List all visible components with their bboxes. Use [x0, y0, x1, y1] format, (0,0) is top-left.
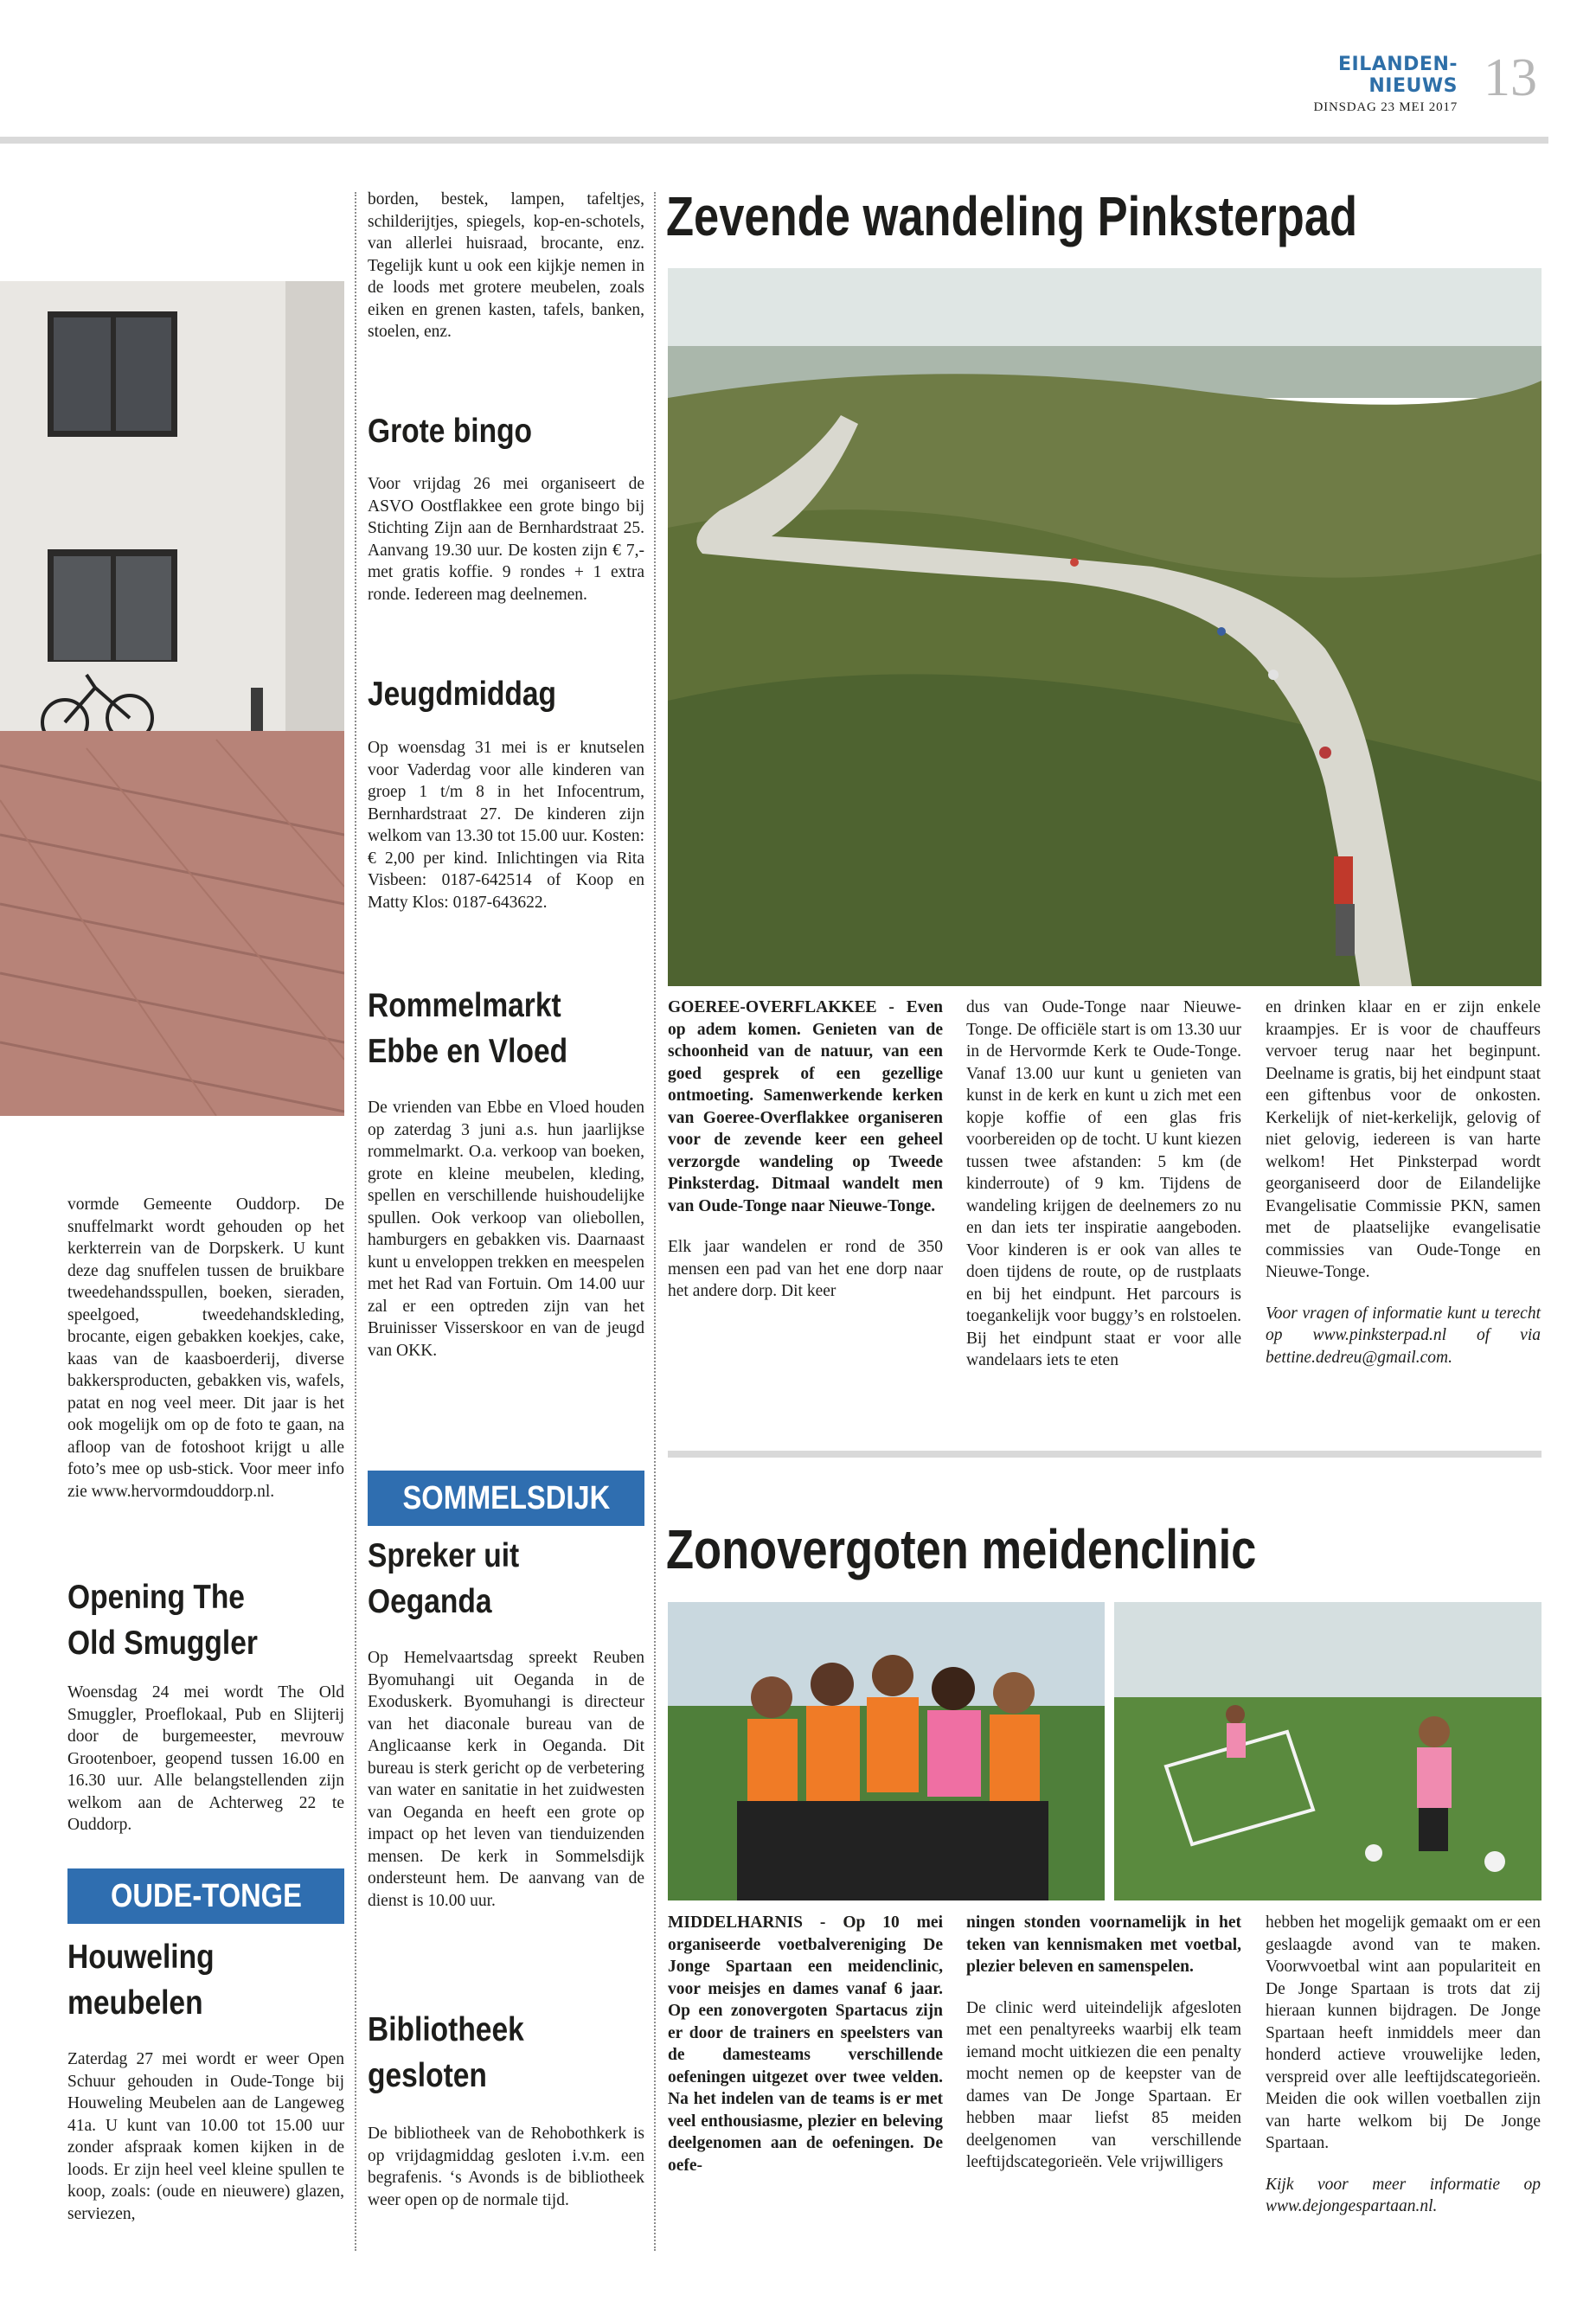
meidenclinic-col1	[668, 1912, 943, 2176]
rommelmarkt-title-line2: Ebbe en Vloed	[368, 1033, 568, 1070]
photo-dune-walkers	[668, 268, 1542, 986]
bieb-title	[368, 2007, 524, 2099]
section-badge-sommelsdijk	[368, 1471, 644, 1526]
article-separator	[668, 1451, 1542, 1458]
brand-logo: EILANDEN-NIEUWS	[1337, 54, 1458, 97]
pinksterpad-lead: GOEREE-OVERFLAKKEE - Even op adem komen. Genieten van de schoonheid van de natuur, van een goed gesprek of een gezellige ontmoeting. Samenwerkende kerken van Goeree-Overflakkee organiseren voor de zevende keer een geheel verzorgde wandeling op Tweede Pinksterdag. Ditmaal wandelt men van Oude-Tonge naar Nieuwe-Tonge.	[668, 998, 943, 1215]
bieb-title-line1: Bibliotheek	[368, 2011, 524, 2048]
bieb-title-line2: gesloten	[368, 2057, 487, 2094]
photo-girls-group	[668, 1602, 1105, 1900]
meidenclinic-col3	[1266, 1912, 1541, 2218]
rommelmarkt-title-line1: Rommelmarkt	[368, 987, 561, 1024]
houweling-title	[67, 1934, 215, 2026]
rommelmarkt-body: De vrienden van Ebbe en Vloed houden op zaterdag 3 juni a.s. hun jaarlijkse rommelmarkt. O.a. verkoop van boeken, grote en kleine meubelen, kleding, spellen en verschillende huishoudelijke spullen. Ook verkoop van oliebollen, hamburgers en gebakken vis. Daarnaast kunt u enveloppen trekken en meespelen met het Rad van Fortuin. Om 14.00 uur zal er een optreden zijn van het Bruinisser Visserskoor en van de jeugd van OKK.	[368, 1099, 644, 1360]
pinksterpad-col3-body: en drinken klaar en er zijn enkele kraampjes. Er is voor de chauffeurs vervoer terug naar het beginpunt. Deelname is gratis, bij het eindpunt staat een giftenbus voor de onkosten. Kerkelijk of niet-kerkelijk, gelovig of niet gelovig, iedereen is van harte welkom! Het Pinksterpad wordt georganiseerd door de Eilandelijke Evangelisatie Commissie PKN, samen met de plaatselijke evangelisatie commissies van Oude-Tonge en Nieuwe-Tonge.	[1266, 998, 1541, 1281]
smuggler-body: Woensdag 24 mei wordt The Old Smuggler, Proeflokaal, Pub en Slijterij door de burgemeester, mevrouw Grootenboer, geopend tussen 16.00 en 16.30 uur. Alle belangstellenden zijn welkom aan de Achterweg 22 te Ouddorp.	[67, 1683, 344, 1834]
bingo-body: Voor vrijdag 26 mei organiseert de ASVO Oostflakkee een grote bingo bij Stichting Zijn aan de Bernhardstraat 25. Aanvang 19.30 uur. De kosten zijn € 7,- met gratis koffie. 9 rondes + 1 extra ronde. Iedereen mag deelnemen.	[368, 475, 644, 604]
spreker-body: Op Hemelvaartsdag spreekt Reuben Byomuhangi uit Oeganda in de Exoduskerk. Byomuhangi is directeur van het diaconale bureau van de Anglicaanse kerk in Oeganda. Dit bureau is sterk gericht op de verbetering van water en sanitatie in het zuidwesten van Oeganda en heeft een grote op impact op het leven van tienduizenden mensen. De kerk in Sommelsdijk ondersteunt hem. De aanvang van de dienst is 10.00 uur.	[368, 1649, 644, 1910]
pinksterpad-col1	[668, 997, 943, 1303]
column-divider	[355, 192, 356, 2251]
smuggler-title-line1: Opening The	[67, 1579, 245, 1616]
page-number: 13	[1484, 48, 1537, 107]
jeugdmiddag-title: Jeugdmiddag	[368, 676, 557, 713]
houweling-body: Zaterdag 27 mei wordt er weer Open Schuur gehouden in Oude-Tonge bij Houweling Meubelen aan de Langeweg 41a. U kunt van 10.00 tot 15.00 uur zonder afspraak komen kijken in de loods. Er zijn heel veel kleine spullen te koop, zoals: (oude en nieuwere) glazen, serviezen,	[67, 2050, 344, 2223]
section-badge-label: SOMMELSDIJK	[402, 1480, 610, 1516]
issue-date: DINSDAG 23 MEI 2017	[1313, 100, 1458, 114]
bieb-body: De bibliotheek van de Rehobothkerk is op vrijdagmiddag gesloten i.v.m. een begrafenis. ‘s Avonds is de bibliotheek weer open op de normale tijd.	[368, 2125, 644, 2209]
meidenclinic-headline: Zonovergoten meidenclinic	[666, 1518, 1257, 1580]
photo-bikes-building	[0, 281, 344, 1116]
top-rule	[0, 137, 1548, 144]
photo-football-drill	[1114, 1602, 1542, 1900]
meidenclinic-contact: Kijk voor meer informatie op www.dejongespartaan.nl.	[1266, 2175, 1541, 2215]
spreker-title	[368, 1533, 519, 1625]
snuffelmarkt-continued: vormde Gemeente Ouddorp. De snuffelmarkt wordt gehouden op het kerkterrein van de Dorpskerk. U kunt deze dag snuffelen tussen de bruikbare tweedehandsspullen, boeken, sieraden, speelgoed, tweedehandskleding, brocante, eigen gebakken koekjes, cake, kaas van de kaasboerderij, diverse bakkersproducten, gebakken vis, wafels, patat en nog veel meer. Dit jaar is het ook mogelijk om op de foto te gaan, na afloop van de fotoshoot krijgt u alle foto’s mee op usb-stick. Voor meer info zie www.hervormdouddorp.nl.	[67, 1195, 344, 1501]
pinksterpad-col2: dus van Oude-Tonge naar Nieuwe-Tonge. De officiële start is om 13.30 uur in de Hervormde Kerk te Oude-Tonge. Vanaf 13.00 uur kunt u genieten van kunst in de kerk en kunt u zich met een kopje koffie of een glas fris voorbereiden op de tocht. U kunt kiezen tussen twee afstanden: 5 km (de kinderroute) of 9 km. Tijdens de wandeling krijgen de deelnemers zo nu en dan iets ter inspiratie aangeboden. Voor kinderen is er ook van alles te doen tijdens de route, op de rustplaats en bij het eindpunt. Het parcours is toegankelijk voor buggy’s en rolstoelen. Bij het eindpunt staat er voor alle wandelaars iets te eten	[966, 998, 1241, 1369]
pinksterpad-contact: Voor vragen of informatie kunt u terecht op www.pinksterpad.nl of via bettine.dedreu@gmail.com.	[1266, 1304, 1541, 1367]
smuggler-title	[67, 1574, 258, 1666]
houweling-continued: borden, bestek, lampen, tafeltjes, schilderijtjes, spiegels, kop-en-schotels, van allerlei huisraad, brocante, enz. Tegelijk kunt u ook een kijkje nemen in de loods met grotere meubelen, zoals eiken en grenen kasten, tafels, banken, stoelen, enz.	[368, 190, 644, 341]
bingo-title: Grote bingo	[368, 413, 533, 450]
pinksterpad-headline: Zevende wandeling Pinksterpad	[666, 185, 1358, 247]
column-divider	[654, 192, 656, 2251]
meidenclinic-col2	[966, 1912, 1241, 2174]
section-badge-oude-tonge	[67, 1868, 344, 1924]
jeugdmiddag-body: Op woensdag 31 mei is er knutselen voor Vaderdag voor alle kinderen van groep 1 t/m 8 in het Infocentrum, Bernhardstraat 27. De kinderen zijn welkom van 13.30 tot 15.00 uur. Kosten: € 2,00 per kind. Inlichtingen via Rita Visbeen: 0187-642514 of Koop en Matty Klos: 0187-643622.	[368, 739, 644, 912]
meidenclinic-col2-body: De clinic werd uiteindelijk afgesloten met een penaltyreeks waarbij elk team iemand mocht uitkiezen die een penalty mocht nemen op de keepster van de dames van De Jonge Spartaan. Er hebben maar liefst 85 meiden deelgenomen van verschillende leeftijdscategorieën. Vele vrijwilligers	[966, 1998, 1241, 2171]
meidenclinic-col2-lead: ningen stonden voornamelijk in het teken van kennismaken met voetbal, plezier beleven en samenspelen.	[966, 1913, 1241, 1976]
pinksterpad-col3	[1266, 997, 1541, 1368]
rommelmarkt-title	[368, 983, 567, 1074]
pinksterpad-col1-body: Elk jaar wandelen er rond de 350 mensen een pad van het ene dorp naar het andere dorp. Dit keer	[668, 1238, 943, 1300]
smuggler-title-line2: Old Smuggler	[67, 1625, 258, 1662]
section-badge-label: OUDE-TONGE	[110, 1878, 302, 1914]
meidenclinic-lead: MIDDELHARNIS - Op 10 mei organiseerde voetbalvereniging De Jonge Spartaan een meidenclinic, voor meisjes en dames vanaf 6 jaar. Op een zonovergoten Spartacus zijn er door de trainers en speelsters van de damesteams verschillende oefeningen uitgezet over twee velden. Na het indelen van de teams is er met veel enthousiasme, plezier en beleving deelgenomen aan de oefeningen. De oefe-	[668, 1913, 943, 2175]
houweling-title-line2: meubelen	[67, 1984, 203, 2022]
houweling-title-line1: Houweling	[67, 1939, 215, 1976]
meidenclinic-col3-body: hebben het mogelijk gemaakt om er een geslaagde avond van te maken. Voorwvoetbal wint aan populariteit en De Jonge Spartaan is trots dat zij hieraan kunnen bijdragen. De Jonge Spartaan heeft inmiddels meer dan honderd actieve vrouwelijke leden, verspreid over alle leeftijdscategorieën. Meiden die ook willen voetballen zijn van harte welkom bij De Jonge Spartaan.	[1266, 1913, 1541, 2152]
spreker-title-line2: Oeganda	[368, 1583, 492, 1620]
spreker-title-line1: Spreker uit	[368, 1537, 520, 1574]
masthead	[1259, 54, 1458, 115]
